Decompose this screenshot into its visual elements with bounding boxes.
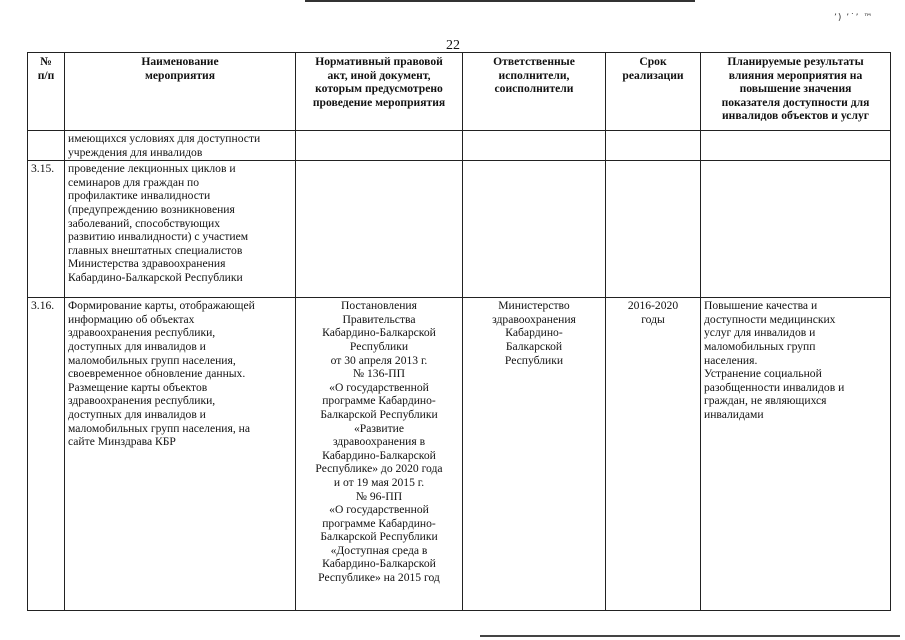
cell-result <box>701 131 891 161</box>
cell-name: имеющихся условиях для доступности учреждения для инвалидов <box>65 131 296 161</box>
cell-term: 2016-2020 годы <box>606 298 701 611</box>
cell-number: 3.15. <box>28 161 65 298</box>
cell-result <box>701 161 891 298</box>
table-row <box>28 161 891 298</box>
header-act: Нормативный правовой акт, иной документ, которым предусмотрено проведение мероприятия <box>296 53 463 131</box>
cell-term <box>606 161 701 298</box>
cell-name: проведение лекционных циклов и семинаров для граждан по профилактике инвалидности (предупреждению возникновения заболеваний, способствующих развитию инвалидности) с участием главных внештатных специалистов Министерства здравоохранения Кабардино-Балкарской Республики <box>65 161 296 298</box>
table-row <box>28 298 891 611</box>
header-result: Планируемые результаты влияния мероприятия на повышение значения показателя доступности для инвалидов объектов и услуг <box>701 53 891 131</box>
cell-name: Формирование карты, отображающей информацию об объектах здравоохранения республики, доступных для инвалидов и маломобильных групп населения, своевременное обновление данных. Размещение карты объектов здравоохранения республики, доступных для инвалидов и маломобильных групп населения, на сайте Минздрава КБР <box>65 298 296 611</box>
cell-term <box>606 131 701 161</box>
cell-act <box>296 131 463 161</box>
cell-responsible: Министерство здравоохранения Кабардино- Балкарской Республики <box>463 298 606 611</box>
corner-handwritten-note: ’) ’˙’ ™ <box>834 13 874 23</box>
scan-edge-line-bottom <box>480 635 900 637</box>
cell-result: Повышение качества и доступности медицинских услуг для инвалидов и маломобильных групп населения. Устранение социальной разобщенности инвалидов и граждан, не являющихся инвалидами <box>701 298 891 611</box>
cell-responsible <box>463 161 606 298</box>
cell-number <box>28 131 65 161</box>
table-row <box>28 131 891 161</box>
cell-responsible <box>463 131 606 161</box>
header-responsible: Ответственные исполнители, соисполнители <box>463 53 606 131</box>
scan-edge-line-top <box>305 0 695 2</box>
cell-number: 3.16. <box>28 298 65 611</box>
measures-table <box>27 52 891 611</box>
page-number: 22 <box>446 38 460 53</box>
cell-act <box>296 161 463 298</box>
header-number: № п/п <box>28 53 65 131</box>
header-name: Наименование мероприятия <box>65 53 296 131</box>
cell-act: Постановления Правительства Кабардино-Балкарской Республики от 30 апреля 2013 г. № 136-ПП «О государственной программе Кабардино- Балкарской Республики «Развитие здравоохранения в Кабардино-Балкарской Республике» до 2020 года и от 19 мая 2015 г. № 96-ПП «О государственной программе Кабардино- Балкарской Республики «Доступная среда в Кабардино-Балкарской Республике» на 2015 год <box>296 298 463 611</box>
header-term: Срок реализации <box>606 53 701 131</box>
table-header-row <box>28 53 891 131</box>
